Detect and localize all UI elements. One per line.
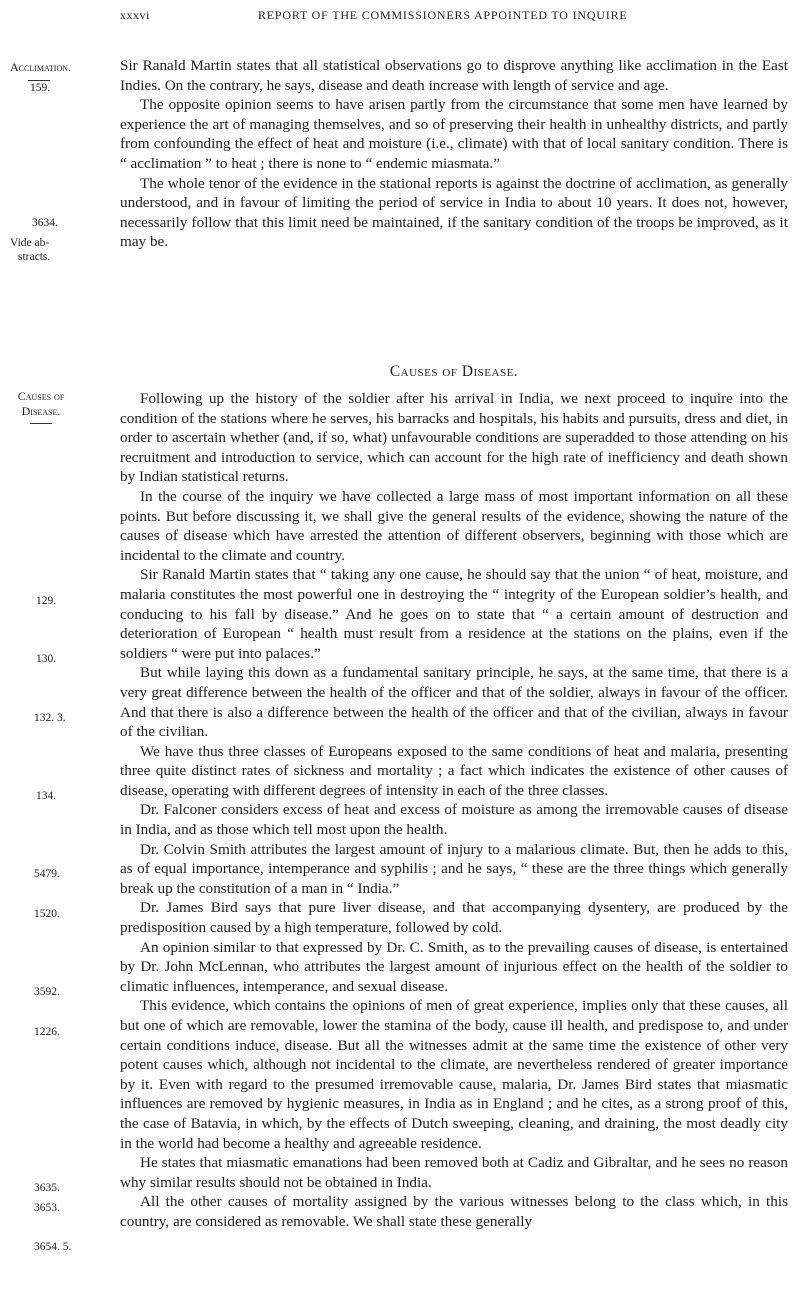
margin-ref-129: 129.	[36, 595, 57, 607]
margin-ref-132: 132. 3.	[34, 712, 66, 724]
paragraph: Dr. Colvin Smith attributes the largest amount of injury to a malarious climate. But, then he adds to this, as of equal importance, intemperance and syphilis ; and he says, “ these are the three things which generally break up the constitution of a man in “ India.”	[120, 840, 788, 897]
paragraph: The whole tenor of the evidence in the stational reports is against the doctrine of acclimation, as generally understood, and in favour of limiting the period of service in India to about 10 years. It does not, however, necessarily follow that this limit need be maintained, if the sanitary condition of the troops be improved, as it may be.	[120, 174, 788, 251]
margin-ref-5479: 5479.	[34, 868, 60, 880]
paragraph: Dr. Falconer considers excess of heat and excess of moisture as among the irremovable causes of disease in India, and as those which tell most upon the health.	[120, 801, 788, 839]
paragraph: In the course of the inquiry we have collected a large mass of most important information on all these points. But before discussing it, we shall give the general results of the evidence, showing the nature of the causes of disease which have arrested the attention of different observers, beginning with those which are incidental to the climate and country.	[120, 487, 788, 564]
paragraph: We have thus three classes of Europeans exposed to the same conditions of heat and malaria, presenting three quite distinct rates of sickness and mortality ; a fact which indicates the existence of other causes of disease, operating with different degrees of intensity in each of the three classes.	[120, 742, 788, 799]
paragraph: Sir Ranald Martin states that “ taking any one cause, he should say that the union “ of heat, moisture, and malaria constitutes the most powerful one in destroying the “ integrity of the European soldier’s health, and conducing to his fall by disease.” And he goes on to state that “ a certain amount of destruction and deterioration of European “ health must result from a residence at the stations on the plains, even if the soldiers “ were put into palaces.”	[120, 566, 788, 662]
margin-ref-1226: 1226.	[34, 1026, 60, 1038]
paragraph: Following up the history of the soldier after his arrival in India, we next proceed to inquire into the condition of the stations where he serves, his barracks and hospitals, his habits and pursuits, dress and diet, in order to ascertain whether (and, if so, what) unfavourable conditions are superadded to those attending on his recruitment and introduction to service, which can account for the high rate of inefficiency and death shown by Indian statistical returns.	[120, 390, 788, 486]
paragraph: Sir Ranald Martin states that all statistical observations go to disprove anything like acclimation in the East Indies. On the contrary, he says, disease and death increase with length of service and age.	[120, 57, 788, 94]
acclimation-section	[120, 56, 788, 252]
paragraph: All the other causes of mortality assigned by the various witnesses belong to the class which, in this country, are considered as removable. We shall state these generally	[120, 1193, 788, 1230]
page-header	[0, 4, 800, 28]
margin-ref-3654: 3654. 5.	[34, 1241, 72, 1253]
margin-ref-3592: 3592.	[34, 986, 60, 998]
paragraph: This evidence, which contains the opinions of men of great experience, implies only that these causes, all but one of which are removable, lower the stamina of the body, cause ill health, and predispose to, and under certain conditions induce, disease. But all the witnesses admit at the same time the existence of other very potent causes which, although not incidental to the climate, are nevertheless rendered of greater importance by it. Even with regard to the presumed irremovable cause, malaria, Dr. James Bird states that miasmatic influences are removed by hygienic measures, in India as in England ; and he cites, as a strong proof of this, the case of Batavia, in which, by the effects of Dutch sweeping, cleaning, and draining, the most deadly city in the world had become a healthy and agreeable residence.	[120, 997, 788, 1152]
paragraph: But while laying this down as a fundamental sanitary principle, he says, at the same time, that there is a very great difference between the health of the officer and that of the soldier, always in favour of the officer. And that there is also a difference between the health of the officer and that of the civilian, always in favour of the civilian.	[120, 664, 788, 741]
margin-ref-3634: 3634.	[32, 217, 58, 229]
running-title: REPORT OF THE COMMISSIONERS APPOINTED TO INQUIRE	[258, 8, 628, 22]
margin-ref-1520: 1520.	[34, 908, 60, 920]
margin-ref-159: 159.	[29, 82, 51, 94]
paragraph: An opinion similar to that expressed by Dr. C. Smith, as to the prevailing causes of disease, is entertained by Dr. John McLennan, who attributes the largest amount of injurious effect on the health of the soldier to climatic influences, intemperance, and sexual disease.	[120, 938, 788, 995]
margin-vide-abstracts: Vide ab- stracts.	[10, 237, 51, 263]
margin-causes-of-disease: Causes of Disease.	[10, 389, 72, 424]
margin-ref-3653: 3653.	[34, 1202, 60, 1214]
margin-ref-3635: 3635.	[34, 1182, 60, 1194]
margin-ref-130: 130.	[36, 653, 57, 665]
margin-ref-134: 134.	[36, 790, 57, 802]
paragraph: Dr. James Bird says that pure liver disease, and that accompanying dysentery, are produced by the predisposition caused by a high temperature, followed by cold.	[120, 899, 788, 937]
section-title: Causes of Disease.	[389, 363, 519, 380]
causes-section	[120, 389, 788, 1232]
paragraph: He states that miasmatic emanations had been removed both at Cadiz and Gibraltar, and he sees no reason why similar results should not be obtained in India.	[120, 1154, 788, 1191]
page-number: xxxvi	[120, 8, 150, 22]
paragraph: The opposite opinion seems to have arisen partly from the circumstance that some men have learned by experience the art of managing themselves, and so of preserving their health in unhealthy districts, and partly from confounding the effect of heat and moisture (i.e., climate) with that of local sanitary condition. There is “ acclimation ” to heat ; there is none to “ endemic miasmata.”	[120, 96, 788, 172]
margin-acclimation: Acclimation.	[10, 60, 71, 74]
